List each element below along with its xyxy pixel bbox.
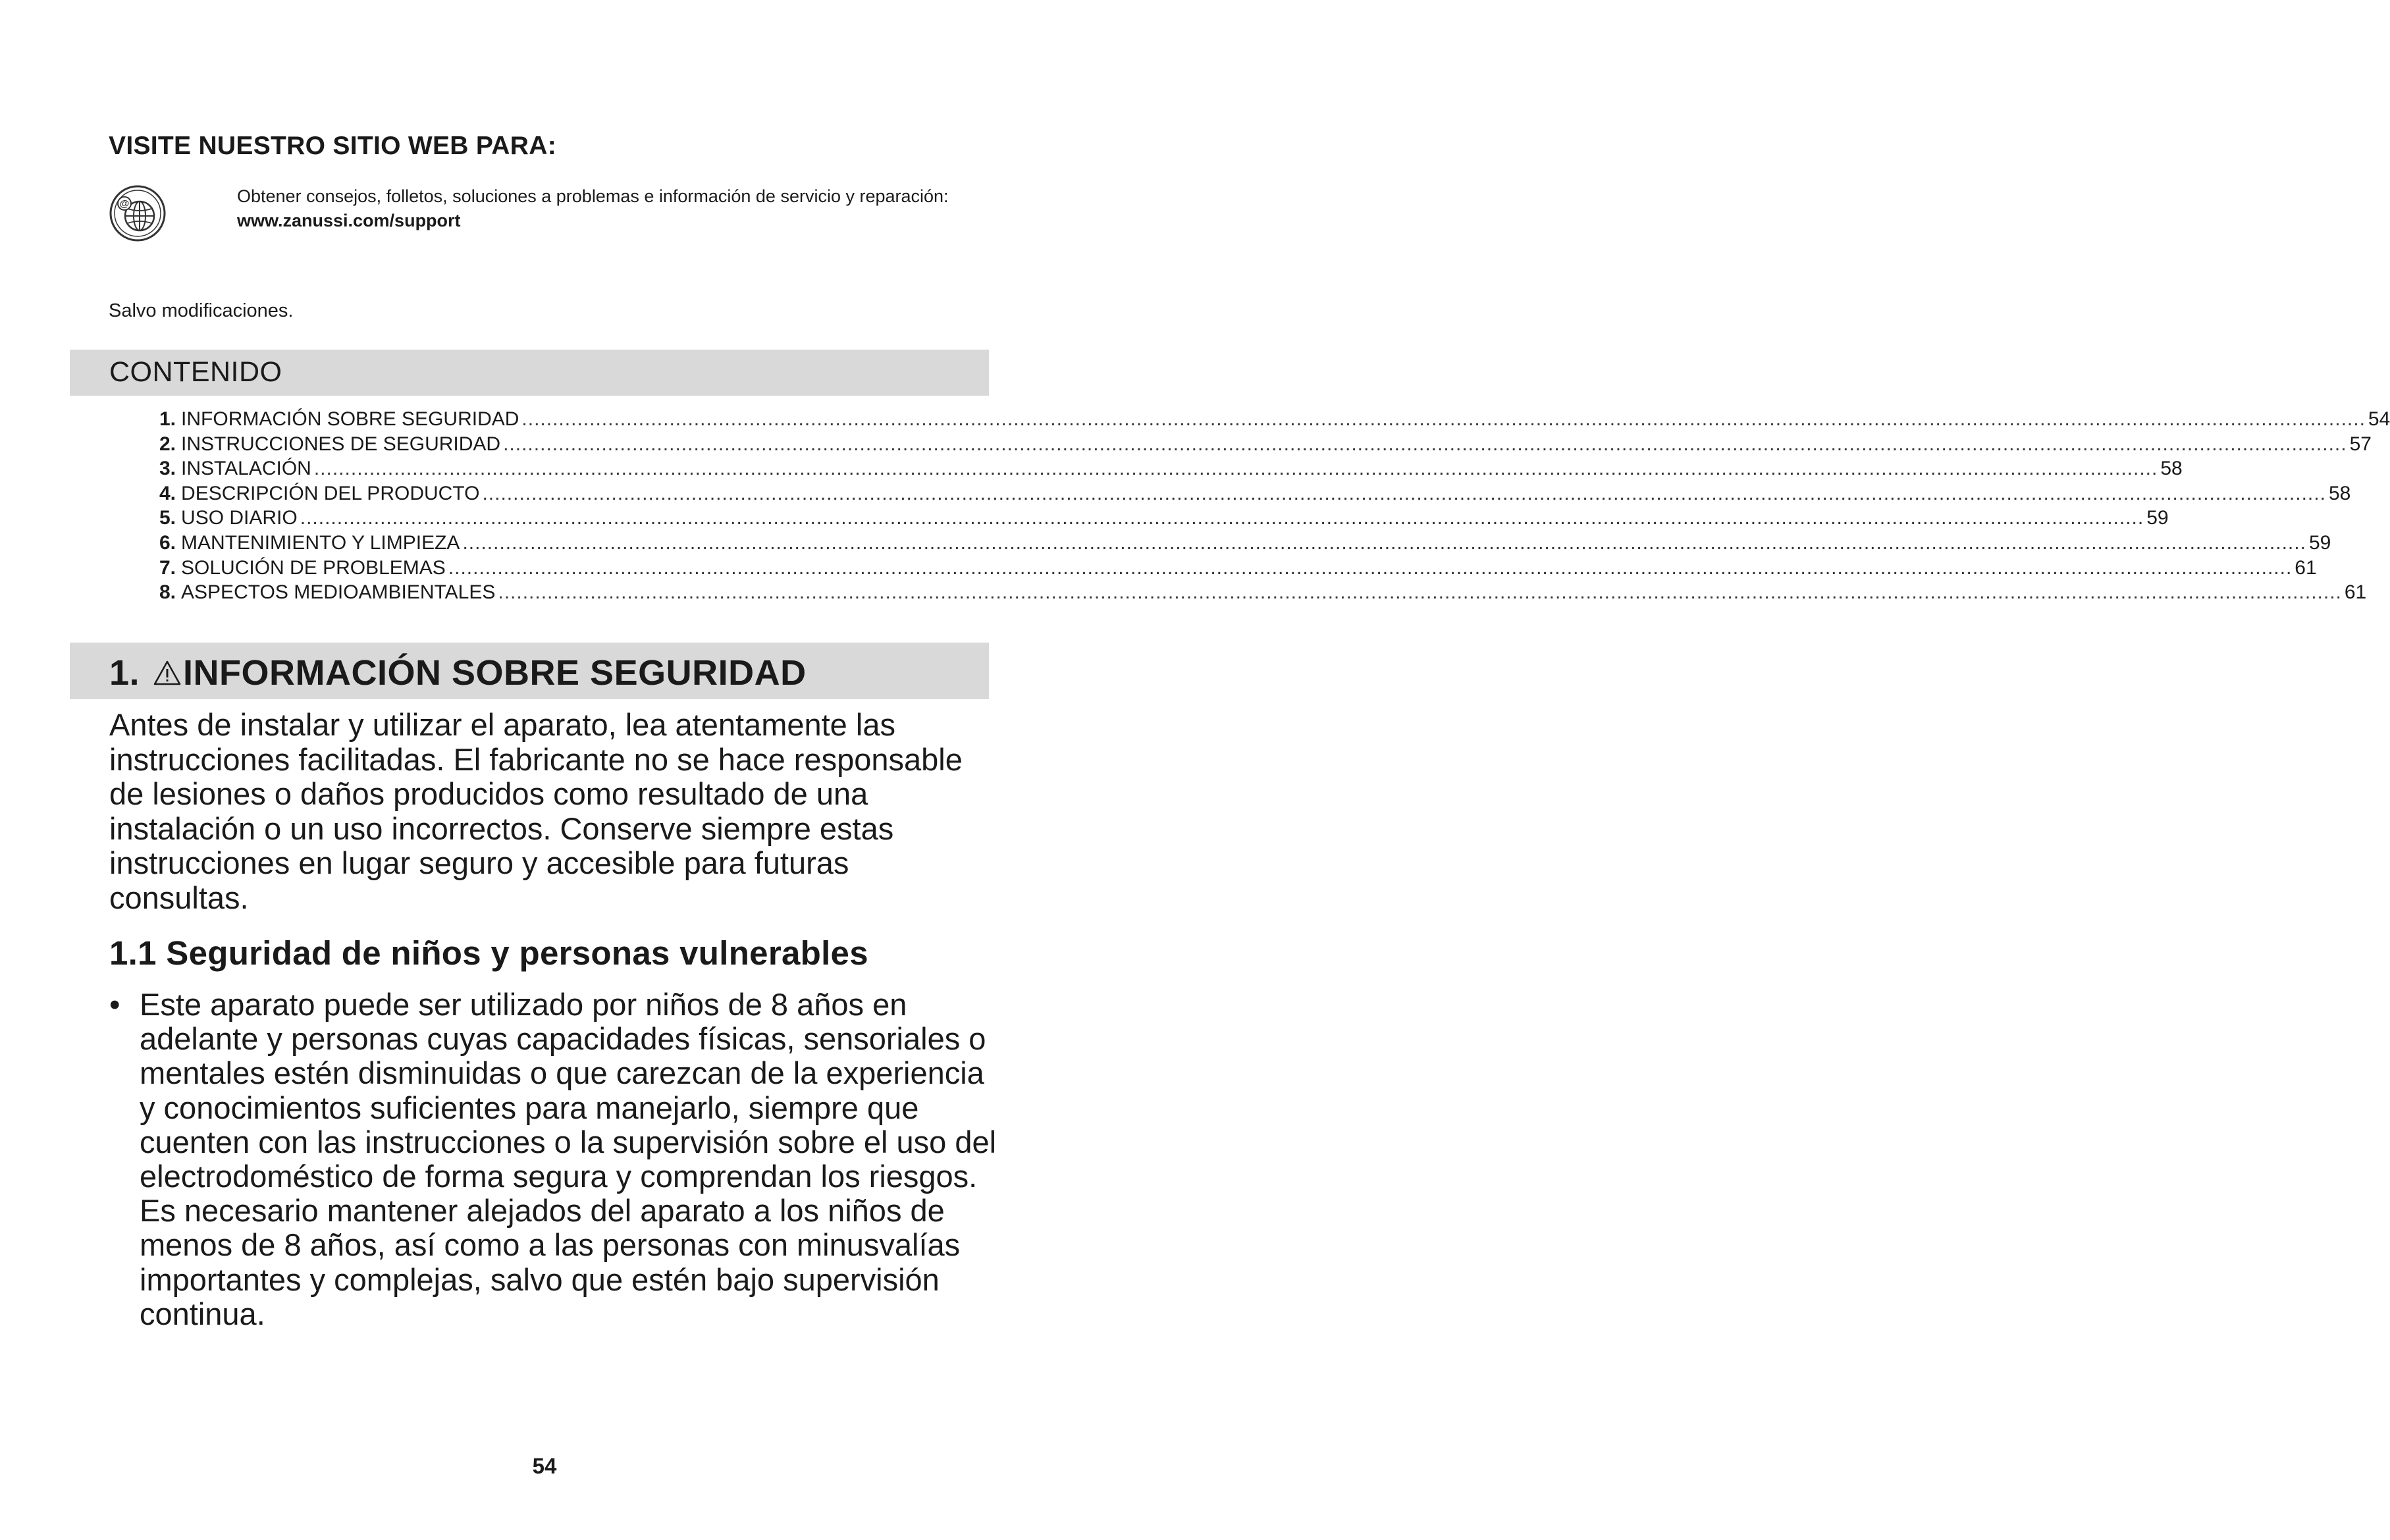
toc-item[interactable] [159,481,2351,506]
toc-dot-leader: ............................................................................................................................................................................................................................................................................................................ [498,581,2342,604]
support-url-link[interactable]: www.zanussi.com/support [237,211,461,230]
toc-item-page: 59 [2146,507,2169,529]
toc-item-page: 57 [2349,433,2372,455]
toc-item-title: DESCRIPCIÓN DEL PRODUCTO [181,482,480,504]
toc-item[interactable] [159,456,2183,481]
toc-item-title: INSTALACIÓN [181,458,311,480]
toc-item-number: 4. [159,482,176,504]
toc-dot-leader: ............................................................................................................................................................................................................................................................................................................ [521,408,2366,430]
toc-item-page: 54 [2368,408,2390,430]
toc-dot-leader: ............................................................................................................................................................................................................................................................................................................ [503,433,2347,455]
toc-item-title: SOLUCIÓN DE PROBLEMAS [181,556,446,579]
toc-item-title: INSTRUCCIONES DE SEGURIDAD [181,433,501,455]
toc-item[interactable] [159,556,2317,581]
section-title-text: INFORMACIÓN SOBRE SEGURIDAD [183,653,807,693]
toc-item-number: 3. [159,458,176,480]
table-of-contents [159,407,2390,605]
page-number: 54 [532,1454,557,1478]
toc-item-title: INFORMACIÓN SOBRE SEGURIDAD [181,408,519,430]
toc-dot-leader: ............................................................................................................................................................................................................................................................................................................ [300,507,2144,529]
toc-item[interactable] [159,407,2390,432]
support-description: Obtener consejos, folletos, soluciones a problemas e información de servicio y reparación: [237,186,949,206]
section-title [109,652,807,693]
toc-item-page: 61 [2344,581,2367,604]
warning-triangle-icon [153,660,182,686]
toc-item-number: 6. [159,531,176,554]
bullet-marker: • [109,987,120,1022]
toc-item-title: ASPECTOS MEDIOAMBIENTALES [181,581,496,604]
toc-item-number: 5. [159,507,176,529]
toc-item-number: 2. [159,433,176,455]
toc-item-title: USO DIARIO [181,507,298,529]
toc-item[interactable] [159,531,2331,556]
visit-heading: VISITE NUESTRO SITIO WEB PARA: [109,132,556,160]
subsection-title: 1.1 Seguridad de niños y personas vulnerables [109,934,868,972]
toc-item[interactable] [159,432,2372,457]
contents-title: CONTENIDO [109,356,282,388]
toc-item-page: 58 [2160,458,2183,480]
toc-dot-leader: ............................................................................................................................................................................................................................................................................................................ [313,458,2158,480]
toc-item[interactable] [159,580,2367,605]
modifications-notice: Salvo modificaciones. [109,300,294,321]
support-info [237,184,961,233]
toc-item-title: MANTENIMIENTO Y LIMPIEZA [181,531,460,554]
section-number: 1. [109,653,140,693]
toc-item-number: 7. [159,556,176,579]
svg-text:@: @ [119,198,130,209]
toc-item-number: 1. [159,408,176,430]
toc-dot-leader: ............................................................................................................................................................................................................................................................................................................ [448,556,2293,579]
toc-item-page: 61 [2295,556,2317,579]
bullet-item [109,988,998,1331]
toc-item-page: 58 [2328,482,2351,504]
bullet-text: Este aparato puede ser utilizado por niños de 8 años en adelante y personas cuyas capacidades físicas, sensoriales o mentales estén disminuidas o que carezcan de la experiencia y conocimientos suficientes para manejarlo, siempre que cuenten con las instrucciones o la supervisión sobre el uso del electrodoméstico de forma segura y comprendan los riesgos. Es necesario mantener alejados del aparato a los niños de menos de 8 años, así como a las personas con minusvalías importantes y complejas, salvo que estén bajo supervisión continua. [140,987,997,1331]
toc-item-number: 8. [159,581,176,604]
toc-dot-leader: ............................................................................................................................................................................................................................................................................................................ [462,531,2306,554]
toc-item-page: 59 [2308,531,2331,554]
globe-at-icon [108,184,167,243]
toc-dot-leader: ............................................................................................................................................................................................................................................................................................................ [482,482,2326,504]
intro-paragraph: Antes de instalar y utilizar el aparato, lea atentamente las instrucciones facilitadas. El fabricante no se hace responsable de lesiones o daños producidos como resultado de una instalación o un uso incorrectos. Conserve siempre estas instrucciones en lugar seguro y accesible para futuras consultas. [109,707,963,915]
toc-item[interactable] [159,506,2169,531]
